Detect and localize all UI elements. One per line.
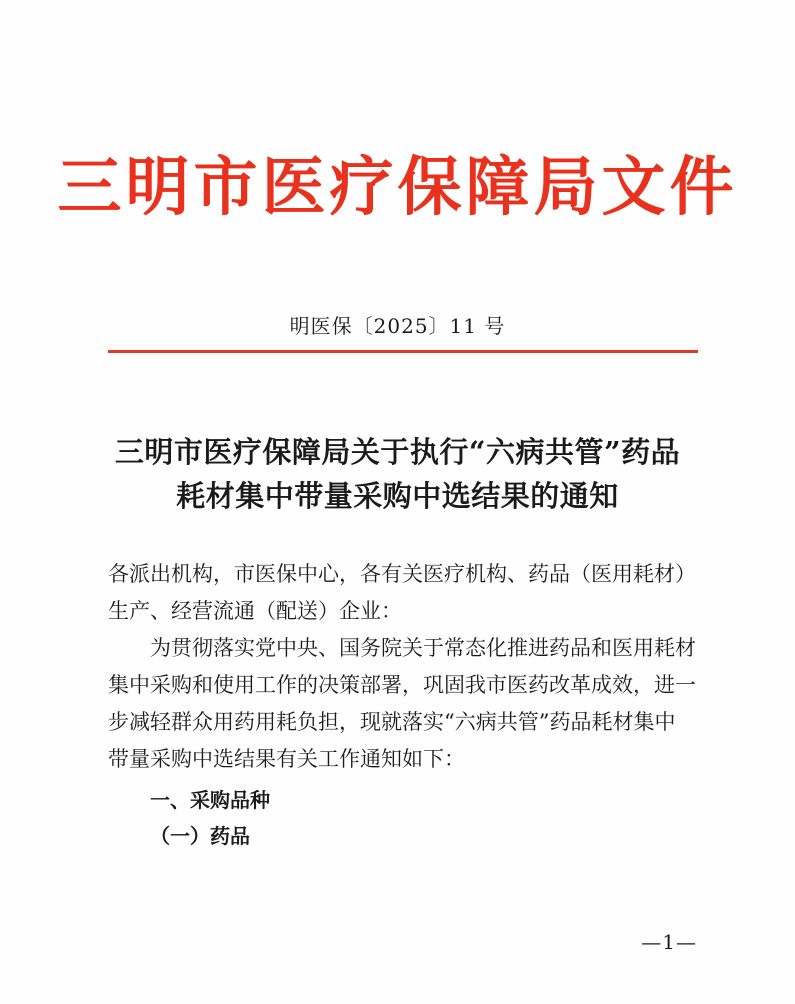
paragraph-line: 集中采购和使用工作的决策部署，巩固我市医药改革成效，进一 <box>108 673 696 697</box>
notice-title-line: 耗材集中带量采购中选结果的通知 <box>176 479 619 513</box>
page-number: —1— <box>641 930 697 954</box>
addressee-line: 生产、经营流通（配送）企业： <box>108 599 402 623</box>
paragraph-line: 为贯彻落实党中央、国务院关于常态化推进药品和医用耗材 <box>150 636 696 660</box>
notice-title <box>90 430 705 518</box>
document-masthead: 三明市医疗保障局文件 <box>57 151 738 225</box>
red-separator-rule <box>108 350 698 353</box>
addressee <box>108 556 698 630</box>
notice-title-line: 三明市医疗保障局关于执行“六病共管”药品 <box>114 435 681 469</box>
document-number: 明医保〔2025〕11 号 <box>289 314 506 338</box>
paragraph-line: 步减轻群众用药用耗负担，现就落实“六病共管”药品耗材集中 <box>108 710 676 734</box>
body-paragraph <box>108 630 698 778</box>
paragraph-line: 带量采购中选结果有关工作通知如下： <box>108 747 465 771</box>
subsection-heading: （一）药品 <box>150 824 250 848</box>
section-heading: 一、采购品种 <box>150 788 270 812</box>
addressee-line: 各派出机构，市医保中心，各有关医疗机构、药品（医用耗材） <box>108 562 696 586</box>
